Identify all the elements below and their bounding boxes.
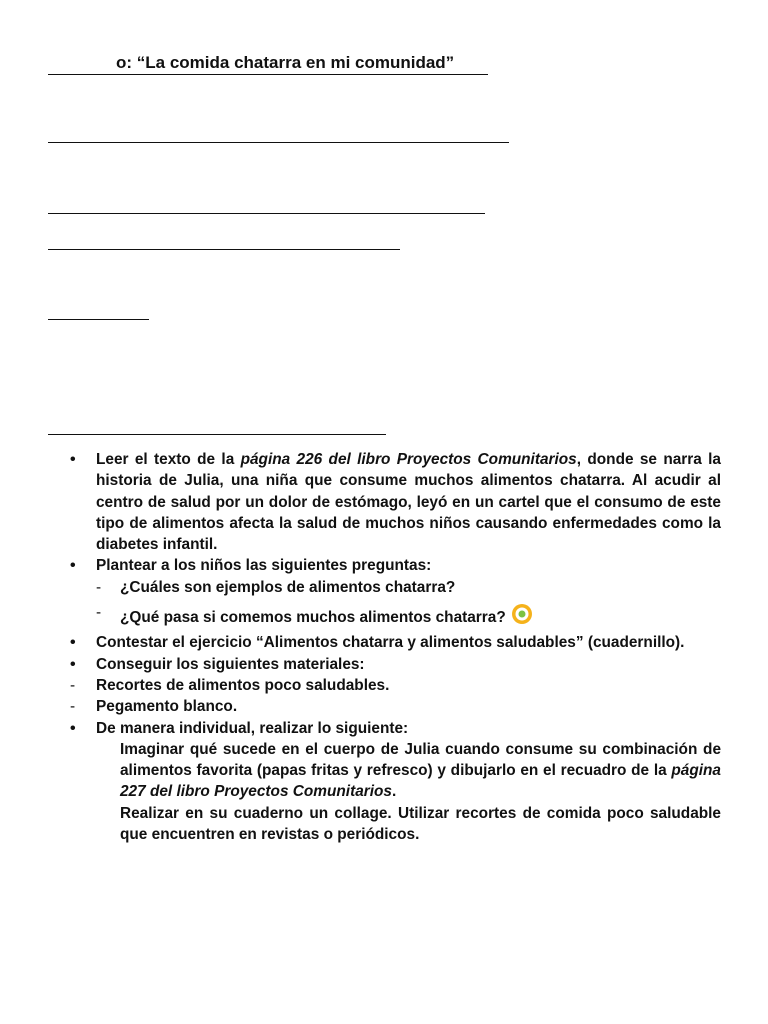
dash-mark: -	[96, 604, 102, 622]
question-item: - ¿Qué pasa si comemos muchos alimentos chatarra?	[48, 602, 721, 632]
bullet-mark: •	[70, 451, 76, 468]
dash-mark: -	[70, 676, 76, 694]
bullet-mark: •	[70, 655, 76, 673]
instruction-paragraph: Imaginar qué sucede en el cuerpo de Julia cuando consume su combinación de alimentos favorita (papas fritas y refresco) y dibujarlo en el recuadro de la página 227 del libro Proyectos Comunitarios.	[120, 740, 721, 801]
help-icon[interactable]	[510, 602, 534, 632]
page-title	[48, 52, 488, 75]
list-item: • Contestar el ejercicio “Alimentos chatarra y alimentos saludables” (cuadernillo).	[48, 632, 721, 653]
blank-line-1	[48, 142, 509, 143]
blank-line-2	[48, 213, 485, 214]
book-reference: página 227 del libro Proyectos Comunitarios	[120, 762, 721, 801]
material-item: - Pegamento blanco.	[48, 696, 721, 717]
dash-mark: -	[70, 698, 76, 716]
activity-list	[48, 449, 721, 845]
list-item: • Plantear a los niños las siguientes preguntas:	[48, 555, 721, 576]
blank-line-5	[48, 434, 386, 435]
blank-line-4	[48, 319, 149, 320]
title-text: o: “La comida chatarra en mi comunidad”	[116, 53, 455, 72]
list-item: • Leer el texto de la página 226 del libro Proyectos Comunitarios, donde se narra la historia de Julia, una niña que consume muchos alimentos chatarra. Al acudir al centro de salud por un dolor de estómago, leyó en un cartel que el consumo de este tipo de alimentos afecta la salud de muchos niños causando enfermedades como la diabetes infantil.	[70, 451, 721, 554]
bullet-mark: •	[70, 557, 76, 575]
dash-mark: -	[96, 578, 102, 596]
question-item: - ¿Cuáles son ejemplos de alimentos chatarra?	[48, 577, 721, 598]
bullet-mark: •	[70, 634, 76, 652]
book-reference: página 226 del libro Proyectos Comunitarios	[240, 451, 577, 468]
instruction-paragraph: Realizar en su cuaderno un collage. Utilizar recortes de comida poco saludable que encuentren en revistas o periódicos.	[120, 804, 721, 844]
list-item: • Conseguir los siguientes materiales:	[48, 654, 721, 675]
list-item: • De manera individual, realizar lo siguiente:	[48, 718, 721, 739]
blank-line-3	[48, 249, 400, 250]
material-item: - Recortes de alimentos poco saludables.	[48, 675, 721, 696]
bullet-mark: •	[70, 719, 76, 737]
